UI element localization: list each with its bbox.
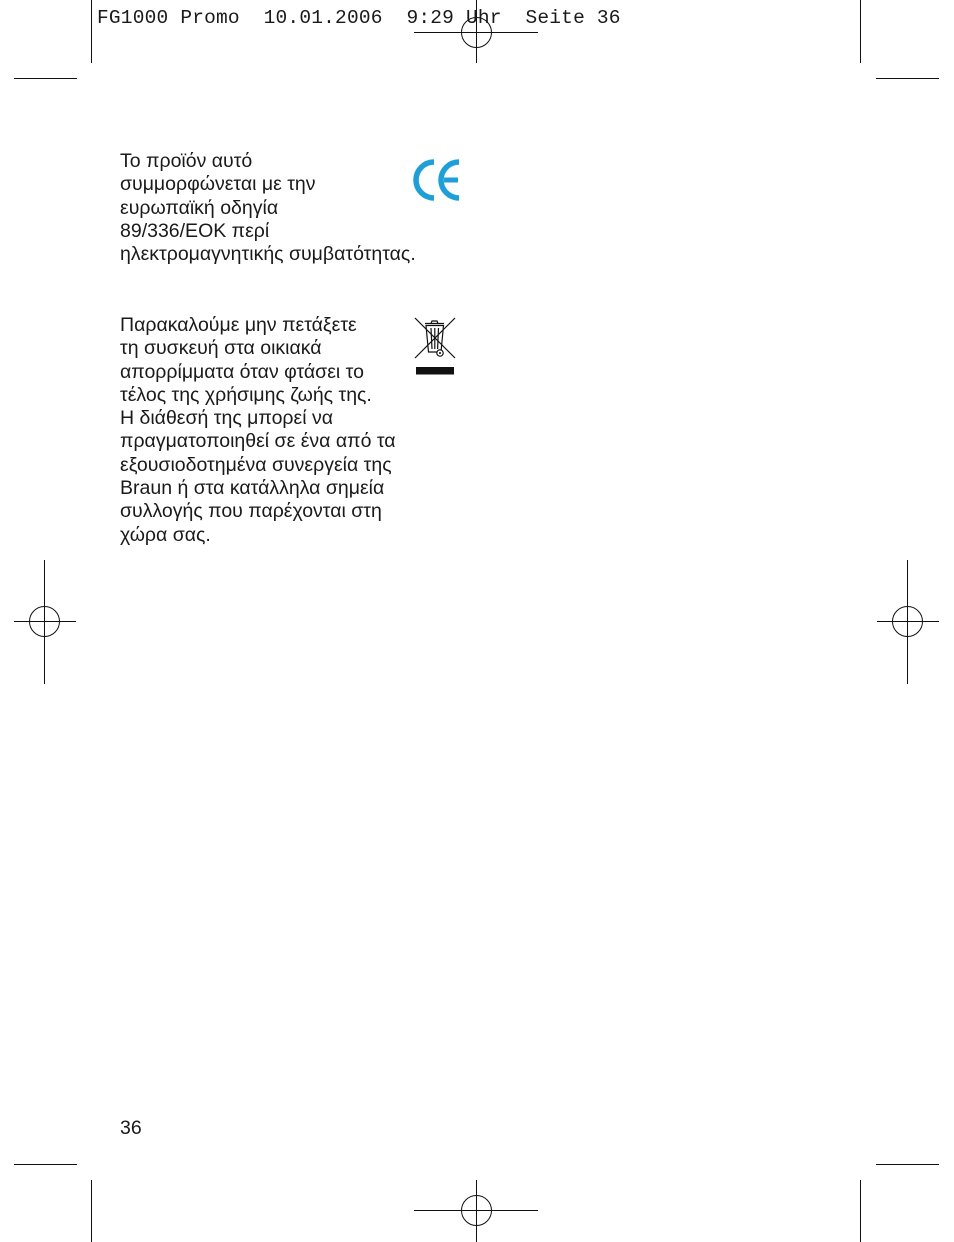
ce-compliance-text: Το προϊόν αυτό συμμορφώνεται με την ευρωπαϊκή οδηγία 89/336/ΕΟΚ περί ηλεκτρομαγνητικής συμβατότητας.: [120, 150, 416, 266]
page-number: 36: [120, 1117, 142, 1139]
disposal-text: Παρακαλούμε μην πετάξετε τη συσκευή στα οικιακά απορρίμματα όταν φτάσει το τέλος της χρήσιμης ζωής της. Η διάθεσή της μπορεί να πραγματοποιηθεί σε ένα από τα εξουσιοδοτημένα συνεργεία της Braun ή στα κατάλληλα σημεία συλλογής που παρέχονται στη χώρα σας.: [120, 314, 396, 546]
print-slug: FG1000 Promo 10.01.2006 9:29 Uhr Seite 36: [97, 7, 621, 29]
crossed-out-wheelie-bin-icon: [413, 316, 457, 378]
ce-mark-icon: [412, 157, 464, 203]
